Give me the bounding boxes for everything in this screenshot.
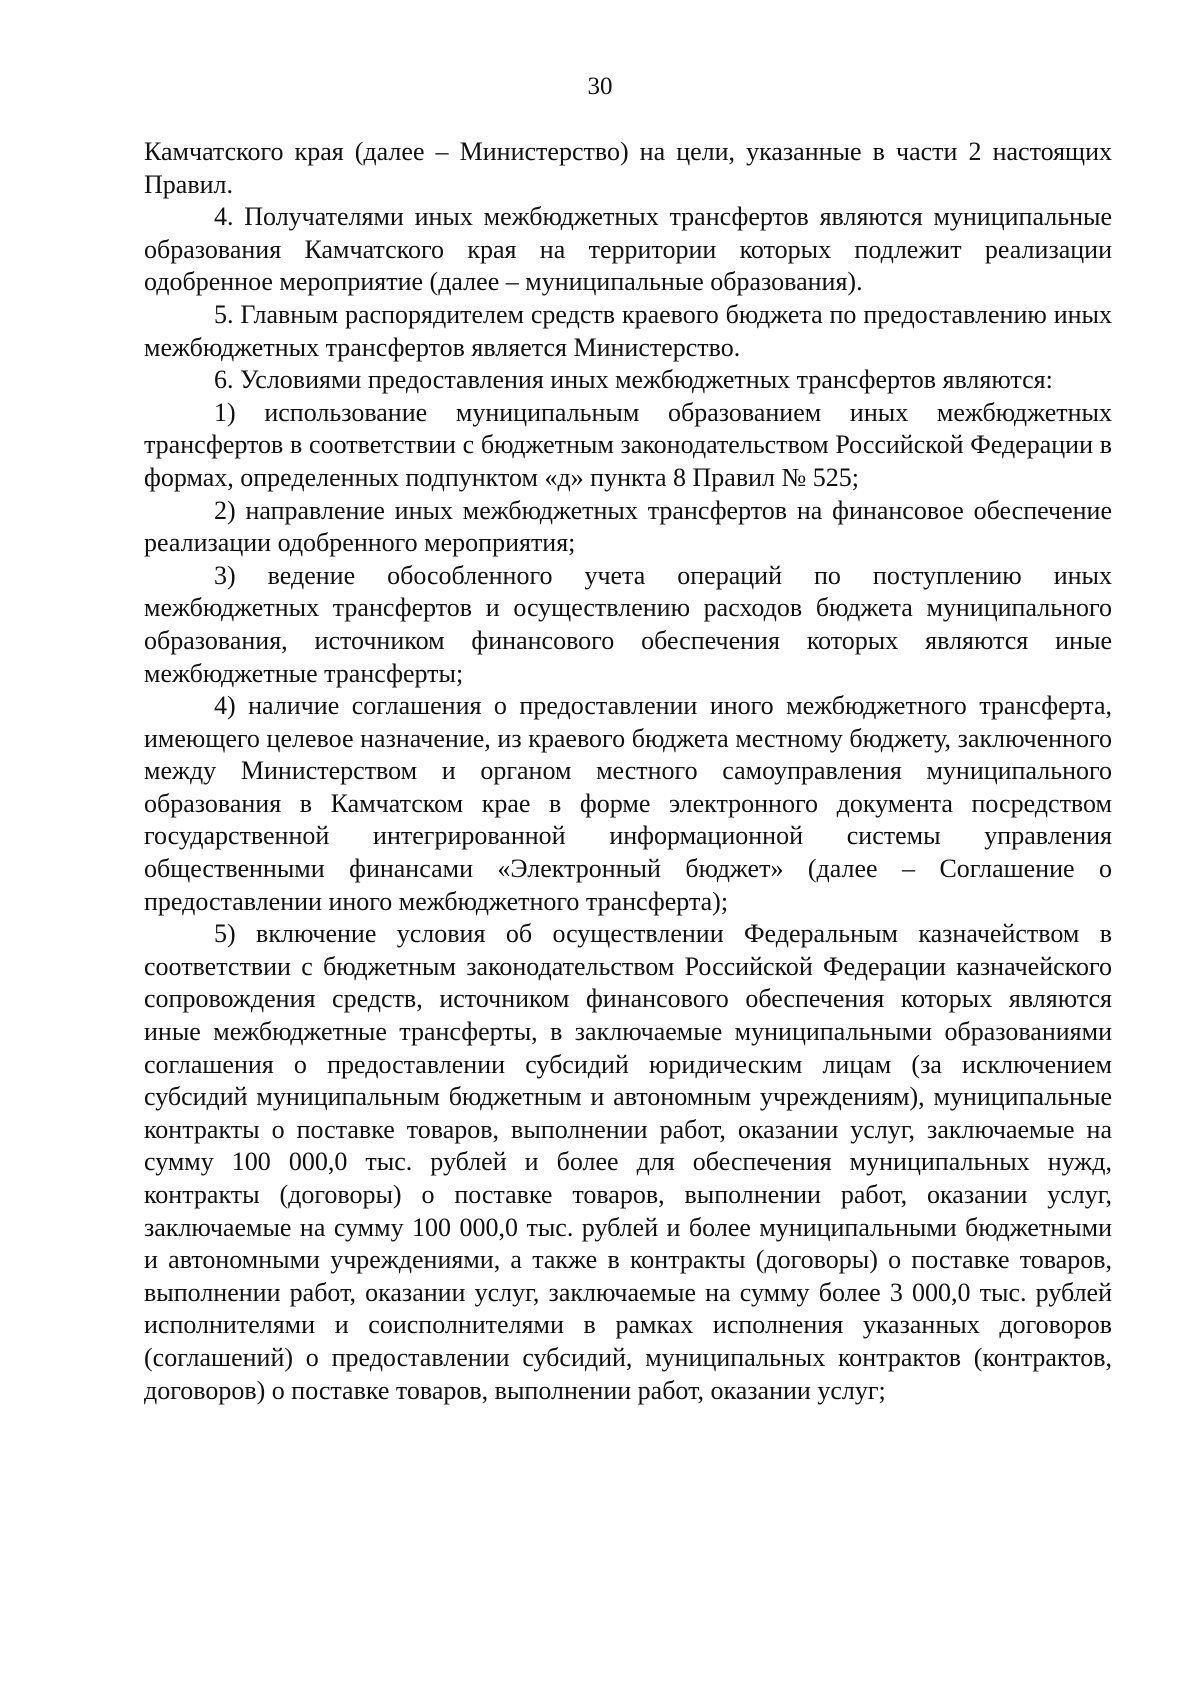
subitem-2: 2) направление иных межбюджетных трансфертов на финансовое обеспечение реализации одобренного мероприятия; (144, 495, 1112, 558)
paragraph-item-4: 4. Получателями иных межбюджетных трансфертов являются муниципальные образования Камчатского края на территории которых подлежит реализации одобренное мероприятие (далее – муниципальные образования). (144, 202, 1112, 297)
document-body (144, 136, 1112, 1407)
paragraph-item-5: 5. Главным распорядителем средств краевого бюджета по предоставлению иных межбюджетных трансфертов является Министерство. (144, 299, 1112, 362)
paragraph-continuation: Камчатского края (далее – Министерство) на цели, указанные в части 2 настоящих Правил. (144, 137, 1112, 199)
paragraph-item-6: 6. Условиями предоставления иных межбюджетных трансфертов являются: (214, 365, 1053, 395)
subitem-1: 1) использование муниципальным образованием иных межбюджетных трансфертов в соответствии с бюджетным законодательством Российской Федерации в формах, определенных подпунктом «д» пункта 8 Правил № 525; (144, 397, 1112, 492)
subitem-5: 5) включение условия об осуществлении Федеральным казначейством в соответствии с бюджетным законодательством Российской Федерации казначейского сопровождения средств, источником финансового обеспечения которых являются иные межбюджетные трансферты, в заключаемые муниципальными образованиями соглашения о предоставлении субсидий юридическим лицам (за исключением субсидий муниципальным бюджетным и автономным учреждениям), муниципальные контракты о поставке товаров, выполнении работ, оказании услуг, заключаемые на сумму 100 000,0 тыс. рублей и более для обеспечения муниципальных нужд, контракты (договоры) о поставке товаров, выполнении работ, оказании услуг, заключаемые на сумму 100 000,0 тыс. рублей и более муниципальными бюджетными и автономными учреждениями, а также в контракты (договоры) о поставке товаров, выполнении работ, оказании услуг, заключаемые на сумму более 3 000,0 тыс. рублей исполнителями и соисполнителями в рамках исполнения указанных договоров (соглашений) о предоставлении субсидий, муниципальных контрактов (контрактов, договоров) о поставке товаров, выполнении работ, оказании услуг; (144, 919, 1112, 1405)
page-number: 30 (587, 73, 613, 100)
subitem-4: 4) наличие соглашения о предоставлении иного межбюджетного трансферта, имеющего целевое назначение, из краевого бюджета местному бюджету, заключенного между Министерством и органом местного самоуправления муниципального образования в Камчатском крае в форме электронного документа посредством государственной интегрированной информационной системы управления общественными финансами «Электронный бюджет» (далее – Соглашение о предоставлении иного межбюджетного трансферта); (144, 691, 1112, 916)
subitem-3: 3) ведение обособленного учета операций по поступлению иных межбюджетных трансфертов и осуществлению расходов бюджета муниципального образования, источником финансового обеспечения которых являются иные межбюджетные трансферты; (144, 560, 1112, 688)
